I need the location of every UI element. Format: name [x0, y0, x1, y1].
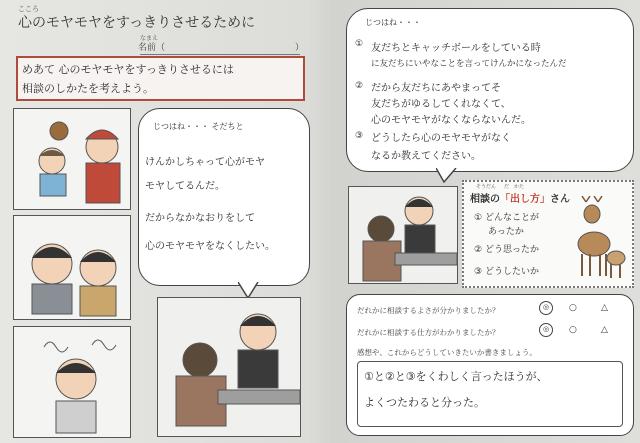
right-lead: じつはね・・・ — [365, 18, 421, 27]
deer-illustration — [568, 196, 628, 282]
right-item-3-line-1: どうしたら心のモヤモヤがなく — [371, 133, 511, 144]
consulting-small-illustration — [349, 187, 457, 283]
survey-q2: だれかに相談する仕方がわかりましたか？ — [357, 328, 500, 337]
tips-item-1 — [474, 210, 539, 223]
worried-boy-illustration — [14, 327, 130, 437]
name-label-close: ） — [295, 43, 305, 53]
consulting-teacher-illustration — [158, 298, 300, 436]
tips-item-1-num: ① — [474, 213, 483, 223]
illustration-quarrel — [13, 215, 131, 320]
title-ruby: こころ — [18, 5, 39, 13]
survey-q1-choice-double-label: ◎ — [539, 301, 553, 315]
tips-ruby-soudan: そうだん — [476, 184, 497, 190]
tips-item-3 — [474, 264, 539, 277]
survey-q2-choice-double[interactable] — [539, 323, 556, 337]
survey-q2-choice-circle[interactable]: ○ — [569, 325, 577, 335]
right-item-2-line-3: 心のモヤモヤがなくならないんだ。 — [371, 115, 531, 126]
tips-item-2 — [474, 242, 539, 255]
right-item-2-num: ② — [355, 81, 364, 91]
name-ruby: なまえ — [140, 35, 159, 42]
tips-ruby-dashikata: だ かた — [504, 184, 525, 190]
survey-q2-choice-triangle[interactable]: △ — [601, 325, 608, 335]
two-boys-angry-illustration — [14, 216, 130, 319]
page-title: 心のモヤモヤをすっきりさせるために — [18, 15, 256, 31]
tips-title-key: 「出し方」 — [500, 194, 550, 205]
survey-q1-choice-circle[interactable]: ○ — [569, 303, 577, 313]
tips-title — [470, 190, 570, 205]
tips-item-2-text: どう思ったか — [484, 245, 539, 255]
right-item-3-line-2: なるか教えてください。 — [371, 151, 481, 162]
impression-answer-box[interactable] — [357, 361, 623, 427]
tips-item-2-num: ② — [474, 245, 483, 255]
self-evaluation-box — [346, 294, 634, 436]
right-item-1-line-2: に友だちにいやなことを言ってけんかになったんだ — [371, 59, 567, 69]
right-item-1-line-1: 友だちとキャッチボールをしている時 — [371, 43, 541, 54]
middle-line-2: モヤしてるんだ。 — [145, 181, 225, 192]
goal-line-1: めあて 心のモヤモヤをすっきりさせるには — [22, 63, 234, 76]
right-item-3-num: ③ — [355, 131, 364, 141]
speech-bubble-middle — [138, 108, 310, 286]
kids-arguing-illustration — [14, 109, 130, 209]
tips-item-1-text: どんなことが — [484, 213, 539, 223]
tips-item-3-num: ③ — [474, 267, 483, 277]
survey-q1-choice-triangle[interactable]: △ — [601, 303, 608, 313]
illustration-catch-ball — [13, 108, 131, 210]
tips-item-3-text: どうしたいか — [484, 267, 539, 277]
tips-title-pre: 相談の — [470, 194, 500, 205]
goal-line-2: 相談のしかたを考えよう。 — [22, 82, 154, 95]
name-label: 名前（ — [138, 43, 166, 53]
illustration-worried — [13, 326, 131, 438]
right-item-2-line-2: 友だちがゆるしてくれなくて、 — [371, 99, 511, 110]
middle-lead: じつはね・・・ そだちと — [153, 122, 244, 131]
right-item-1-num: ① — [355, 39, 364, 49]
middle-line-3: だからなかなおりをして — [145, 213, 255, 224]
goal-box — [16, 56, 305, 101]
survey-q2-choice-double-label: ◎ — [539, 323, 553, 337]
tips-box — [462, 180, 634, 288]
tips-title-post: さん — [550, 194, 570, 205]
tips-item-1-sub: あったか — [488, 227, 524, 237]
survey-q1-choice-double[interactable] — [539, 301, 556, 315]
survey-q3: 感想や、これからどうしていきたいか書きましょう。 — [357, 348, 537, 357]
right-item-2-line-1: だから友だちにあやまってそ — [371, 83, 501, 94]
right-bubble-tail — [436, 168, 458, 184]
illustration-consulting-small — [348, 186, 458, 284]
survey-q1: だれかに相談するよさが分かりましたか？ — [357, 306, 500, 315]
answer-line-1: ①と②と③をくわしく言ったほうが、 — [364, 370, 548, 383]
middle-line-4: 心のモヤモヤをなくしたい。 — [145, 241, 275, 252]
name-line — [140, 54, 300, 55]
speech-bubble-right — [346, 8, 634, 172]
middle-line-1: けんかしちゃって心がモヤ — [145, 157, 265, 168]
answer-line-2: よくつたわると分った。 — [364, 396, 485, 409]
illustration-consulting — [157, 297, 301, 437]
